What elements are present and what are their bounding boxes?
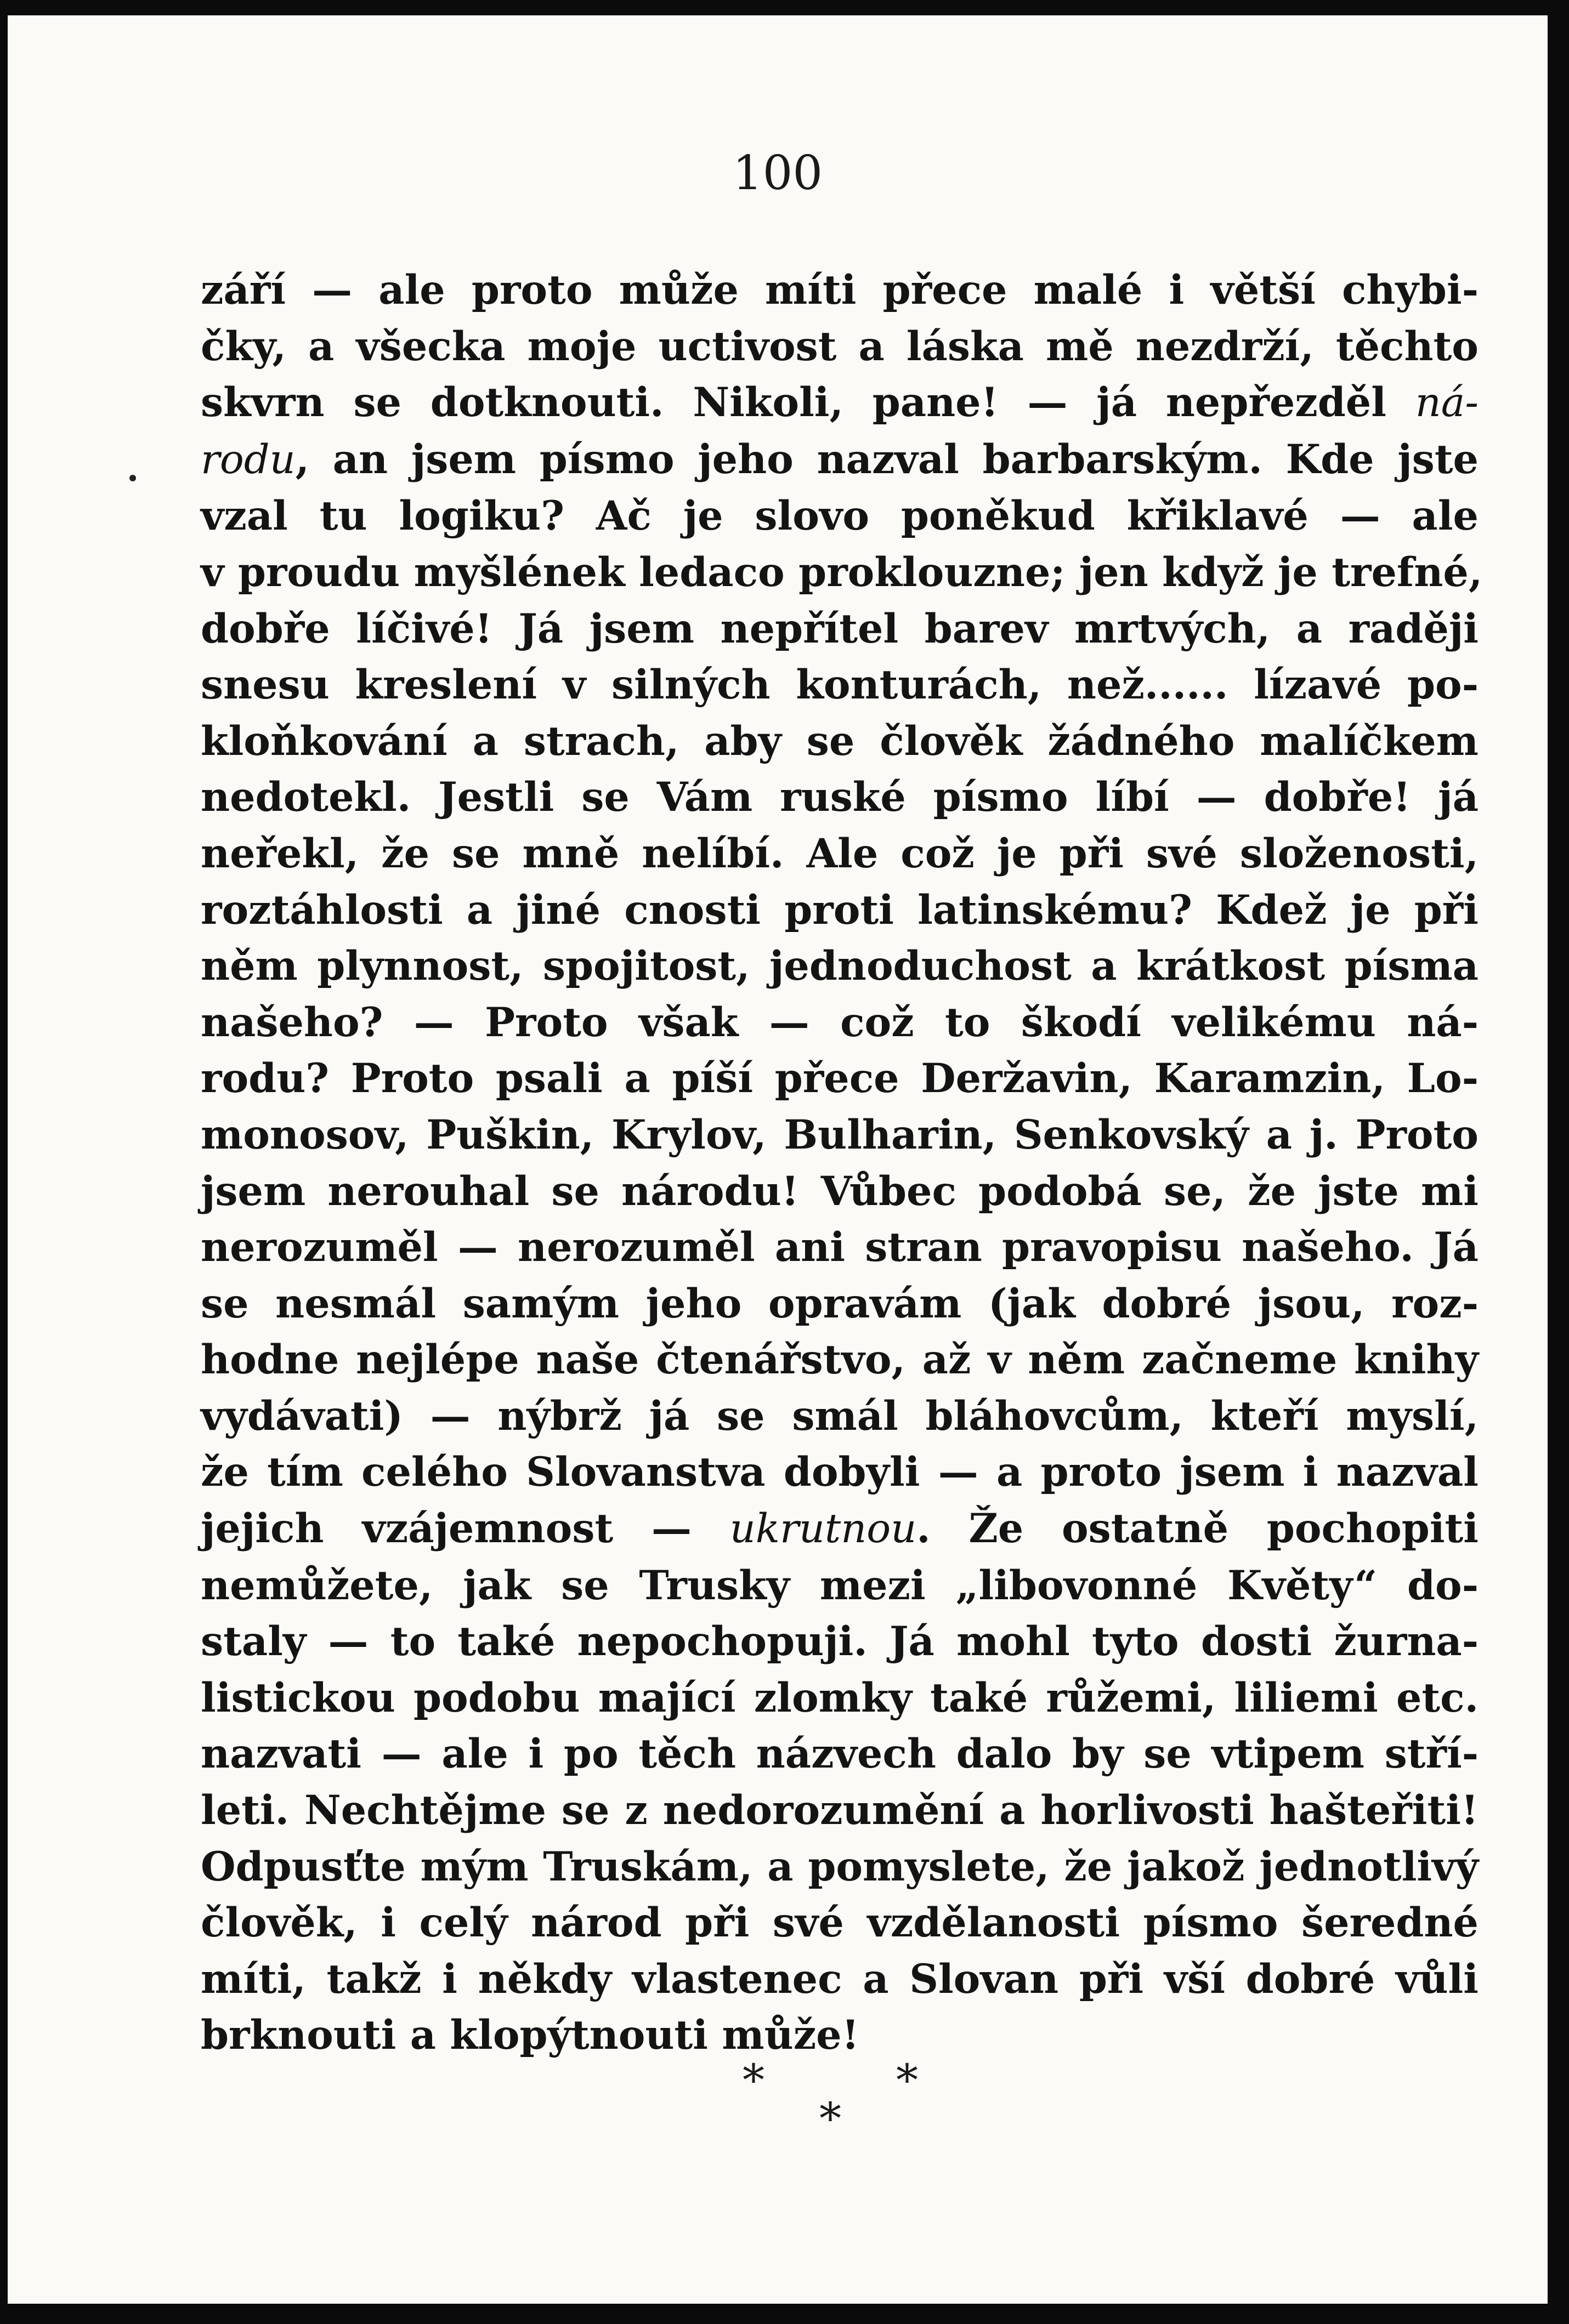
margin-dot — [129, 475, 136, 481]
text-line: monosov, Puškin, Krylov, Bulharin, Senkovský a j. Proto — [201, 1111, 1479, 1158]
text-line: míti, takž i někdy vlastenec a Slovan při vší dobré vůli — [201, 1955, 1479, 2003]
italic-word: ukrutnou — [729, 1505, 917, 1553]
text-line: staly — to také nepochopuji. Já mohl tyto dosti žurna- — [201, 1618, 1479, 1666]
text-line: rodu? Proto psali a píší přece Deržavin, Karamzin, Lo- — [201, 1055, 1479, 1103]
text-line: listickou podobu mající zlomky také růžemi, liliemi etc. — [201, 1674, 1479, 1721]
asterisk: * — [743, 2055, 764, 2106]
text-line: září — ale proto může míti přece malé i větší chybi- — [201, 266, 1479, 314]
text-line: nazvati — ale i po těch názvech dalo by se vtipem stří- — [201, 1730, 1479, 1778]
text-line: v proudu myšlének ledaco proklouzne; jen když je trefné, — [201, 548, 1483, 596]
text-line: roztáhlosti a jiné cnosti proti latinskému? Kdež je při — [201, 886, 1479, 934]
text-line: neřekl, že se mně nelíbí. Ale což je při své složenosti, — [201, 829, 1479, 877]
text-line: kloňkování a strach, aby se člověk žádného malíčkem — [201, 717, 1479, 765]
text-line: rodu, an jsem písmo jeho nazval barbarským. Kde jste — [201, 435, 1479, 483]
text-line: nemůžete, jak se Trusky mezi „libovonné Květy“ do- — [201, 1561, 1479, 1609]
italic-word: rodu — [201, 436, 296, 483]
text-line: dobře líčivé! Já jsem nepřítel barev mrtvých, a raději — [201, 605, 1479, 652]
page-number: 100 — [732, 146, 823, 201]
text-line: leti. Nechtějme se z nedorozumění a horlivosti hašteřiti! — [201, 1787, 1479, 1834]
text-line: vydávati) — nýbrž já se smál bláhovcům, kteří myslí, — [201, 1392, 1479, 1440]
text-line: člověk, i celý národ při své vzdělanosti písmo šeredné — [201, 1899, 1479, 1947]
asterisk: * — [896, 2055, 918, 2106]
text-line: jsem nerouhal se národu! Vůbec podobá se, že jste mi — [201, 1167, 1479, 1215]
text-line: skvrn se dotknouti. Nikoli, pane! — já nepřezděl ná- — [201, 379, 1479, 427]
text-line: jejich vzájemnost — ukrutnou. Že ostatně pochopiti — [201, 1505, 1479, 1553]
text-line: nedotekl. Jestli se Vám ruské písmo líbí — dobře! já — [201, 774, 1479, 821]
body-text — [201, 262, 1483, 2064]
text-line: snesu kreslení v silných konturách, než...... lízavé po- — [201, 661, 1479, 709]
text-line: se nesmál samým jeho opravám (jak dobré jsou, roz- — [201, 1280, 1479, 1327]
section-divider-asterisks — [8, 2055, 1548, 2144]
asterisk: * — [819, 2093, 841, 2144]
text-line: něm plynnost, spojitost, jednoduchost a krátkost písma — [201, 942, 1479, 990]
text-line: nerozuměl — nerozuměl ani stran pravopisu našeho. Já — [201, 1224, 1479, 1271]
text-line: vzal tu logiku? Ač je slovo poněkud křiklavé — ale — [201, 492, 1479, 540]
text-line: našeho? — Proto však — což to škodí velikému ná- — [201, 998, 1479, 1046]
book-page — [8, 15, 1548, 2304]
text-line: Odpusťte mým Truskám, a pomyslete, že jakož jednotlivý — [201, 1843, 1479, 1890]
text-line-last: brknouti a klopýtnouti může! — [201, 2012, 859, 2059]
text-line: hodne nejlépe naše čtenářstvo, až v něm začneme knihy — [201, 1336, 1479, 1384]
text-line: čky, a všecka moje uctivost a láska mě nezdrží, těchto — [201, 322, 1479, 370]
italic-word: ná- — [1415, 379, 1479, 427]
text-line: že tím celého Slovanstva dobyli — a proto jsem i nazval — [201, 1448, 1479, 1496]
